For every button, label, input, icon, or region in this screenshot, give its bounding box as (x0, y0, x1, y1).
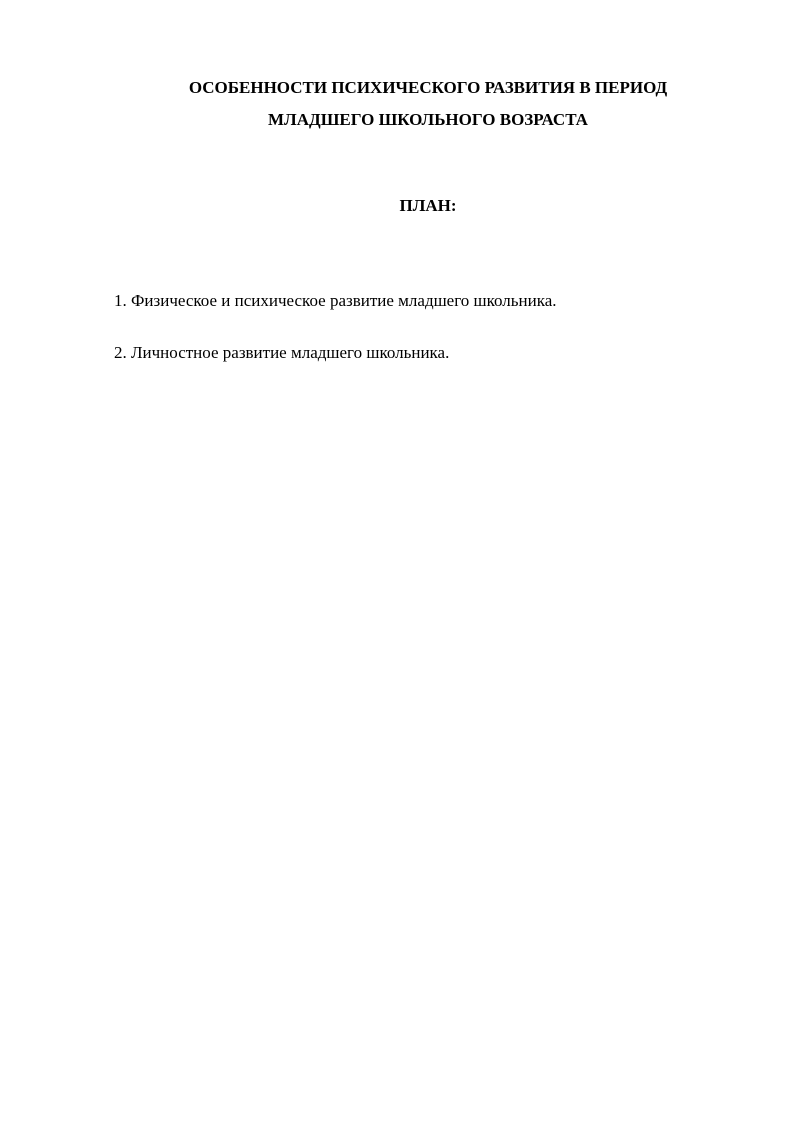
plan-list (114, 289, 557, 393)
title-line-2: МЛАДШЕГО ШКОЛЬНОГО ВОЗРАСТА (268, 110, 588, 129)
plan-heading: ПЛАН: (399, 196, 457, 215)
title-line-1: ОСОБЕННОСТИ ПСИХИЧЕСКОГО РАЗВИТИЯ В ПЕРИОД (188, 78, 668, 97)
plan-item: 2. Личностное развитие младшего школьника. (114, 343, 450, 362)
plan-item: 1. Физическое и психическое развитие младшего школьника. (114, 291, 557, 310)
document-title (100, 72, 756, 136)
